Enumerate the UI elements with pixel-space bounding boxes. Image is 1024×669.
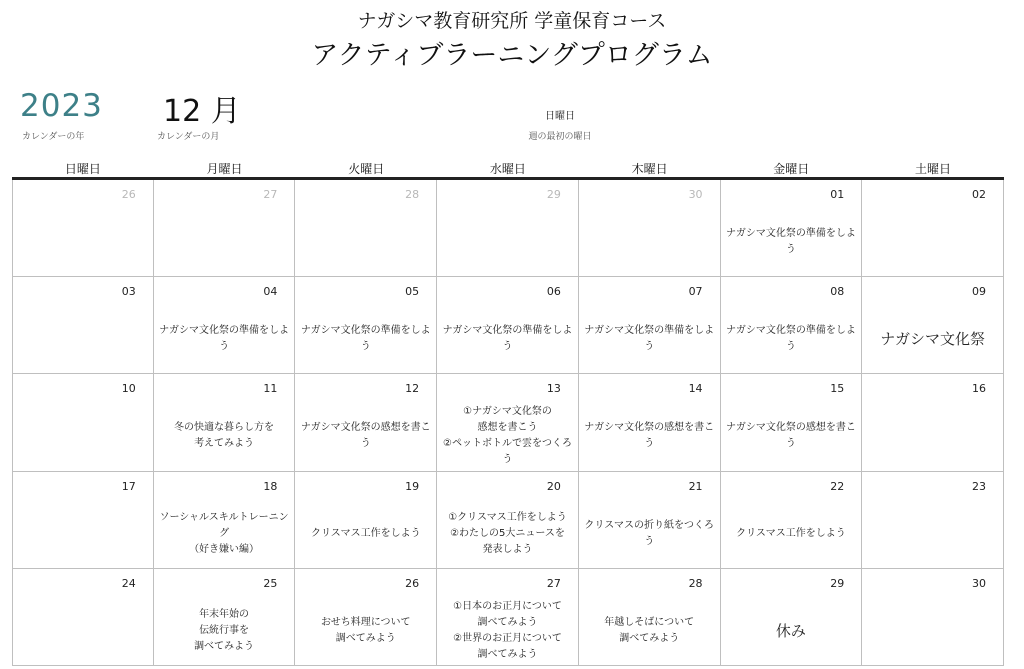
day-number: 07	[688, 285, 703, 299]
day-number: 29	[830, 576, 845, 590]
day-number: 17	[121, 479, 136, 493]
day-number: 08	[830, 285, 845, 299]
calendar-day-cell[interactable]	[862, 569, 1004, 666]
calendar-day-cell[interactable]	[154, 277, 296, 374]
day-number: 30	[971, 576, 986, 590]
day-number: 02	[971, 188, 986, 201]
day-number: 21	[688, 479, 703, 493]
calendar-day-cell[interactable]	[862, 180, 1004, 277]
day-number: 16	[971, 382, 986, 396]
event-text: ナガシマ文化祭の準備をしよう	[726, 228, 856, 256]
calendar-day-cell[interactable]	[295, 277, 437, 374]
month-caption: カレンダーの月	[157, 132, 220, 142]
calendar-day-cell[interactable]	[437, 569, 579, 666]
day-number: 05	[405, 285, 420, 299]
day-number: 30	[688, 188, 703, 201]
calendar-day-cell[interactable]	[295, 472, 437, 569]
calendar-day-cell[interactable]	[862, 472, 1004, 569]
day-number: 29	[546, 188, 561, 201]
day-number: 26	[121, 188, 136, 201]
weekday-label: 火曜日	[348, 162, 385, 176]
event-text: ナガシマ文化祭の感想を書こう	[584, 422, 715, 450]
day-number: 23	[971, 479, 986, 493]
calendar-day-cell[interactable]	[295, 569, 437, 666]
calendar-day-cell[interactable]	[154, 569, 296, 666]
day-number: 06	[546, 285, 561, 299]
calendar-day-cell[interactable]	[295, 374, 437, 471]
event-text: 休み	[775, 621, 806, 640]
event-text: クリスマス工作をしよう	[310, 527, 421, 539]
calendar-day-cell[interactable]	[579, 569, 721, 666]
calendar-day-cell[interactable]	[437, 180, 579, 277]
event-text: ナガシマ文化祭の準備をしよう	[442, 325, 573, 353]
weekday-header	[12, 160, 1004, 177]
month-value[interactable]: 12 月	[163, 94, 241, 129]
day-number: 27	[263, 188, 278, 201]
day-number: 28	[405, 188, 420, 201]
event-text: おせち料理について 調べてみよう	[321, 616, 411, 644]
calendar-day-cell[interactable]	[579, 180, 721, 277]
event-text: クリスマス工作をしよう	[736, 527, 846, 539]
calendar-day-cell[interactable]	[579, 472, 721, 569]
calendar-day-cell[interactable]	[12, 180, 154, 277]
day-number: 20	[546, 479, 561, 493]
day-number: 12	[405, 382, 420, 396]
calendar-day-cell[interactable]	[862, 277, 1004, 374]
event-text: ナガシマ文化祭の準備をしよう	[726, 325, 856, 353]
day-number: 11	[263, 382, 278, 396]
day-number: 28	[688, 576, 703, 590]
day-number: 04	[263, 285, 278, 299]
event-text: ナガシマ文化祭の準備をしよう	[159, 325, 289, 353]
page-title: アクティブラーニングプログラム	[311, 40, 713, 71]
day-number: 13	[546, 382, 561, 396]
day-number: 25	[263, 576, 278, 590]
day-number: 09	[971, 285, 986, 299]
calendar-day-cell[interactable]	[12, 374, 154, 471]
calendar-day-cell[interactable]	[721, 180, 863, 277]
event-text: ソーシャルスキルトレーニング （好き嫌い編）	[159, 511, 289, 555]
event-text: ①日本のお正月について 調べてみよう ②世界のお正月について 調べてみよう	[453, 600, 562, 660]
day-number: 18	[263, 479, 278, 493]
year-caption: カレンダーの年	[22, 132, 85, 142]
weekday-label: 金曜日	[773, 162, 810, 176]
start-day-value[interactable]: 日曜日	[545, 111, 575, 122]
start-day-caption: 週の最初の曜日	[528, 132, 592, 142]
weekday-label: 木曜日	[631, 162, 668, 176]
calendar-day-cell[interactable]	[579, 374, 721, 471]
weekday-label: 月曜日	[206, 162, 243, 176]
weekday-label: 日曜日	[64, 162, 101, 176]
event-text: ①クリスマス工作をしよう ②わたしの5大ニュースを 発表しよう	[448, 511, 567, 555]
event-text: 年越しそばについて 調べてみよう	[604, 616, 695, 644]
calendar-day-cell[interactable]	[721, 374, 863, 471]
calendar-day-cell[interactable]	[437, 374, 579, 471]
weekday-label: 土曜日	[914, 162, 951, 176]
calendar-day-cell[interactable]	[154, 180, 296, 277]
day-number: 03	[121, 285, 136, 299]
event-text: ナガシマ文化祭の感想を書こう	[300, 422, 431, 450]
day-number: 10	[121, 382, 136, 396]
event-text: ナガシマ文化祭	[880, 330, 985, 349]
event-text: ナガシマ文化祭の感想を書こう	[726, 422, 856, 450]
day-number: 19	[405, 479, 420, 493]
page-subtitle: ナガシマ教育研究所 学童保育コース	[357, 10, 667, 32]
calendar-grid	[12, 177, 1004, 666]
calendar-day-cell[interactable]	[721, 277, 863, 374]
day-number: 01	[830, 188, 845, 201]
calendar-day-cell[interactable]	[437, 277, 579, 374]
event-text: クリスマスの折り紙をつくろう	[584, 519, 714, 547]
calendar-day-cell[interactable]	[721, 569, 863, 666]
calendar-day-cell[interactable]	[154, 472, 296, 569]
day-number: 15	[830, 382, 845, 396]
calendar-day-cell[interactable]	[295, 180, 437, 277]
day-number: 26	[405, 576, 420, 590]
calendar-day-cell[interactable]	[862, 374, 1004, 471]
calendar-day-cell[interactable]	[579, 277, 721, 374]
calendar-day-cell[interactable]	[437, 472, 579, 569]
event-text: ナガシマ文化祭の準備をしよう	[584, 325, 715, 353]
calendar-day-cell[interactable]	[12, 472, 154, 569]
calendar-day-cell[interactable]	[12, 569, 154, 666]
event-text: ①ナガシマ文化祭の 感想を書こう ②ペットボトルで雲をつくろう	[443, 406, 572, 466]
day-number: 14	[688, 382, 703, 396]
day-number: 24	[121, 576, 136, 590]
day-number: 22	[830, 479, 845, 493]
event-text: ナガシマ文化祭の準備をしよう	[300, 325, 431, 353]
event-text: 年末年始の 伝統行事を 調べてみよう	[194, 608, 255, 652]
day-number: 27	[546, 576, 561, 590]
calendar-day-cell[interactable]	[12, 277, 154, 374]
weekday-label: 水曜日	[489, 162, 526, 176]
event-text: 冬の快適な暮らし方を 考えてみよう	[174, 422, 275, 450]
calendar-day-cell[interactable]	[154, 374, 296, 471]
year-value[interactable]: 2023	[20, 88, 103, 124]
calendar-day-cell[interactable]	[721, 472, 863, 569]
